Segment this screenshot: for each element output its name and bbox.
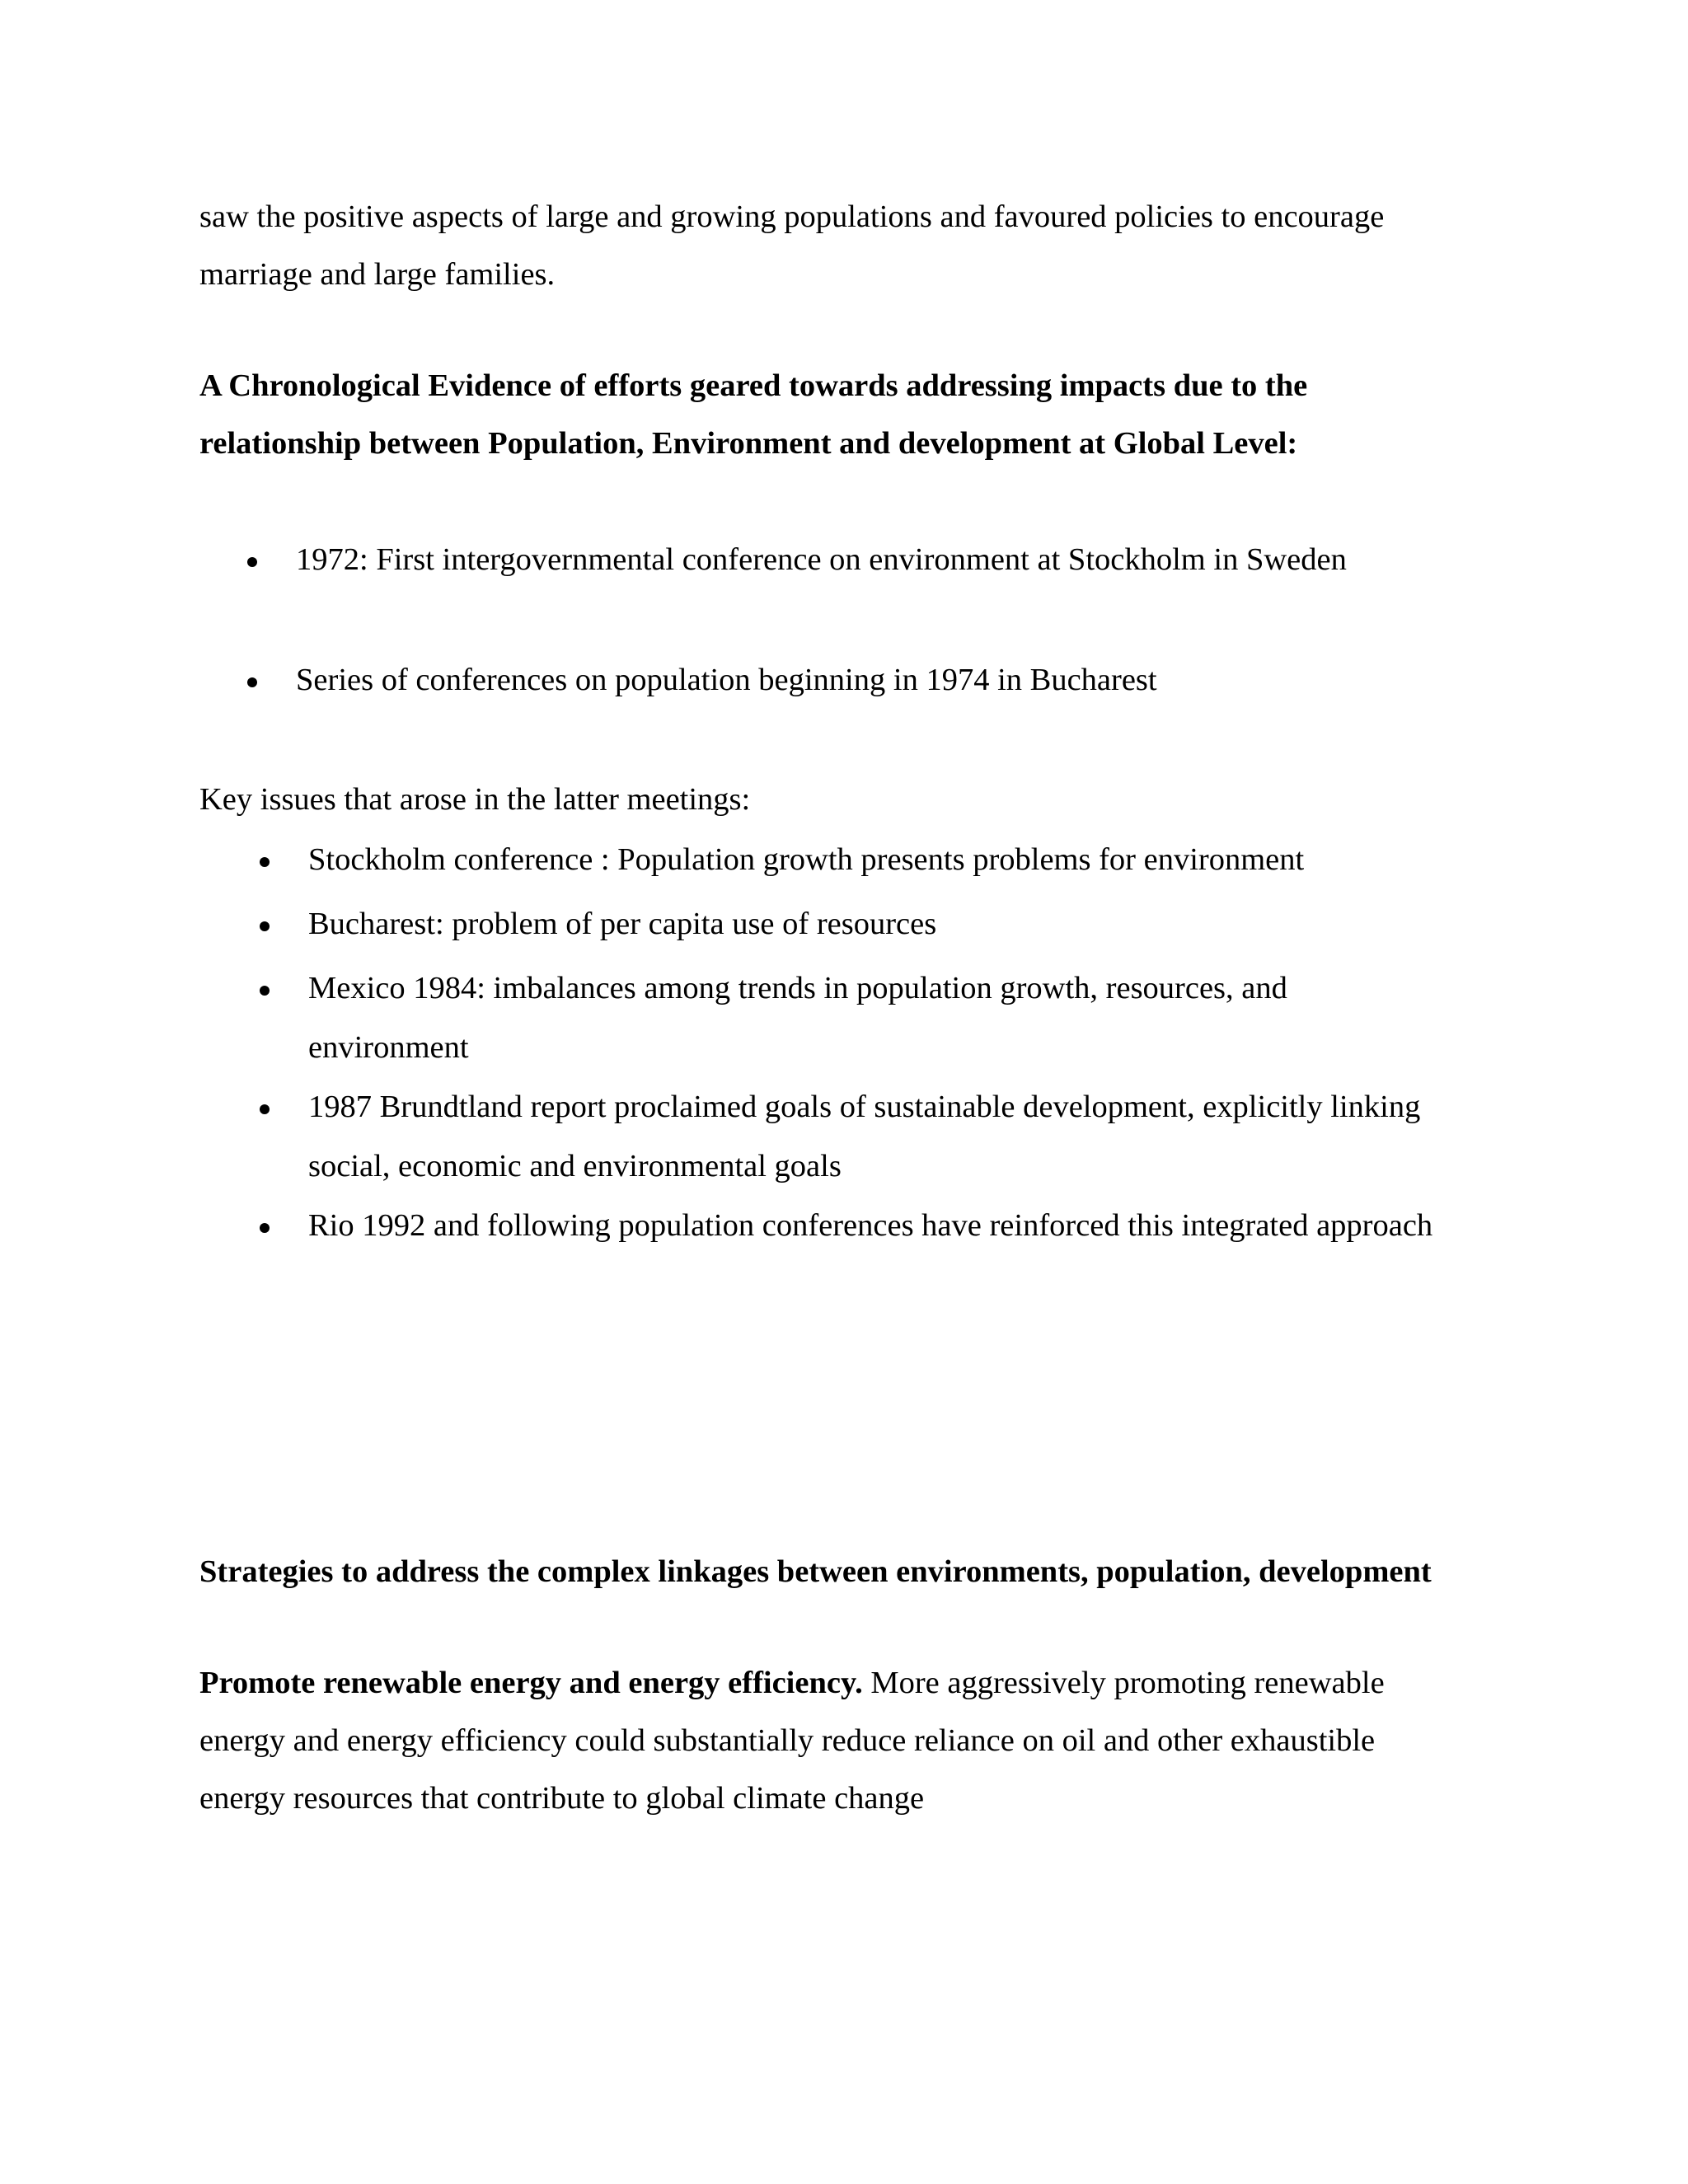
strategy-line-3: energy resources that contribute to global climate change <box>199 1781 925 1816</box>
key-issue-brundtland-line-1: 1987 Brundtland report proclaimed goals of sustainable development, explicitly linking <box>308 1090 1421 1124</box>
section-heading-line-1: A Chronological Evidence of efforts geared towards addressing impacts due to the <box>199 368 1308 403</box>
bullet-icon <box>260 1223 270 1233</box>
key-issues-label: Key issues that arose in the latter meetings: <box>199 782 751 817</box>
bullet-icon <box>260 857 270 867</box>
bullet-icon <box>260 1104 270 1114</box>
strategy-line-1 <box>199 1667 1385 1699</box>
key-issue-bucharest: Bucharest: problem of per capita use of resources <box>308 907 937 941</box>
event-item-1972: 1972: First intergovernmental conference on environment at Stockholm in Sweden <box>296 542 1347 577</box>
strategy-lead: Promote renewable energy and energy efficiency. <box>199 1666 863 1700</box>
section-heading-line-2: relationship between Population, Environment and development at Global Level: <box>199 426 1298 461</box>
bullet-icon <box>247 557 257 567</box>
strategies-heading: Strategies to address the complex linkages between environments, population, development <box>199 1554 1432 1589</box>
intro-line-2: marriage and large families. <box>199 257 556 292</box>
strategy-line-1-text: More aggressively promoting renewable <box>862 1666 1385 1700</box>
key-issue-stockholm: Stockholm conference : Population growth presents problems for environment <box>308 842 1305 877</box>
key-issue-brundtland-line-2: social, economic and environmental goals <box>308 1149 842 1183</box>
bullet-icon <box>260 921 270 931</box>
key-issue-rio: Rio 1992 and following population conferences have reinforced this integrated approach <box>308 1208 1433 1243</box>
strategy-line-2: energy and energy efficiency could substantially reduce reliance on oil and other exhaustible <box>199 1723 1376 1758</box>
key-issue-mexico-line-1: Mexico 1984: imbalances among trends in population growth, resources, and <box>308 971 1287 1005</box>
bullet-icon <box>247 677 257 687</box>
key-issue-mexico-line-2: environment <box>308 1030 469 1065</box>
intro-line-1: saw the positive aspects of large and growing populations and favoured policies to encourage <box>199 199 1385 234</box>
event-item-bucharest: Series of conferences on population beginning in 1974 in Bucharest <box>296 663 1157 697</box>
bullet-icon <box>260 986 270 996</box>
